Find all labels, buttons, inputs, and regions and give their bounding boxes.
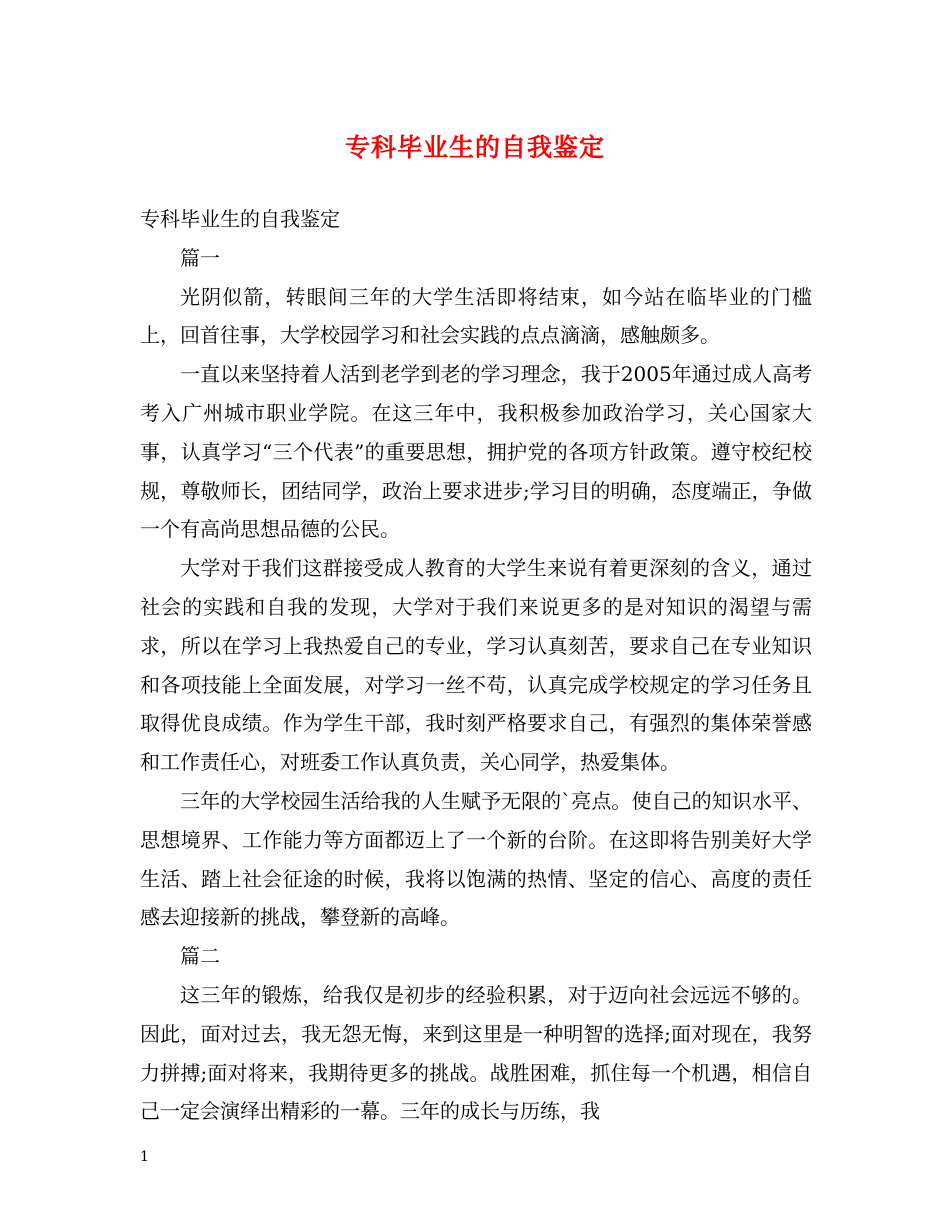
section-heading-1: 篇一 (180, 245, 220, 270)
document-body (140, 200, 812, 1131)
page-number: 1 (140, 1149, 149, 1165)
paragraph: 一直以来坚持着人活到老学到老的学习理念，我于2005年通过成人高考考入广州城市职业学院。在这三年中，我积极参加政治学习，关心国家大事，认真学习“三个代表”的重要思想，拥护党的各项方针政策。遵守校纪校规，尊敬师长，团结同学，政治上要求进步;学习目的明确，态度端正，争做一个有高尚思想品德的公民。 (140, 362, 812, 542)
section-heading-2: 篇二 (180, 944, 220, 969)
document-title: 专科毕业生的自我鉴定 (344, 133, 605, 162)
document-subtitle: 专科毕业生的自我鉴定 (140, 207, 340, 231)
paragraph: 光阴似箭，转眼间三年的大学生活即将结束，如今站在临毕业的门槛上，回首往事，大学校园学习和社会实践的点点滴滴，感触颇多。 (140, 284, 812, 348)
paragraph: 三年的大学校园生活给我的人生赋予无限的`亮点。使自己的知识水平、思想境界、工作能力等方面都迈上了一个新的台阶。在这即将告别美好大学生活、踏上社会征途的时候，我将以饱满的热情、坚定的信心、高度的责任感去迎接新的挑战，攀登新的高峰。 (140, 788, 812, 930)
paragraph: 大学对于我们这群接受成人教育的大学生来说有着更深刻的含义，通过社会的实践和自我的发现，大学对于我们来说更多的是对知识的渴望与需求，所以在学习上我热爱自己的专业，学习认真刻苦，要求自己在专业知识和各项技能上全面发展，对学习一丝不苟，认真完成学校规定的学习任务且取得优良成绩。作为学生干部，我时刻严格要求自己，有强烈的集体荣誉感和工作责任心，对班委工作认真负责，关心同学，热爱集体。 (140, 556, 812, 775)
paragraph: 这三年的锻炼，给我仅是初步的经验积累，对于迈向社会远远不够的。因此，面对过去，我无怨无悔，来到这里是一种明智的选择;面对现在，我努力拼搏;面对将来，我期待更多的挑战。战胜困难，抓住每一个机遇，相信自己一定会演绎出精彩的一幕。三年的成长与历练，我 (140, 982, 812, 1124)
